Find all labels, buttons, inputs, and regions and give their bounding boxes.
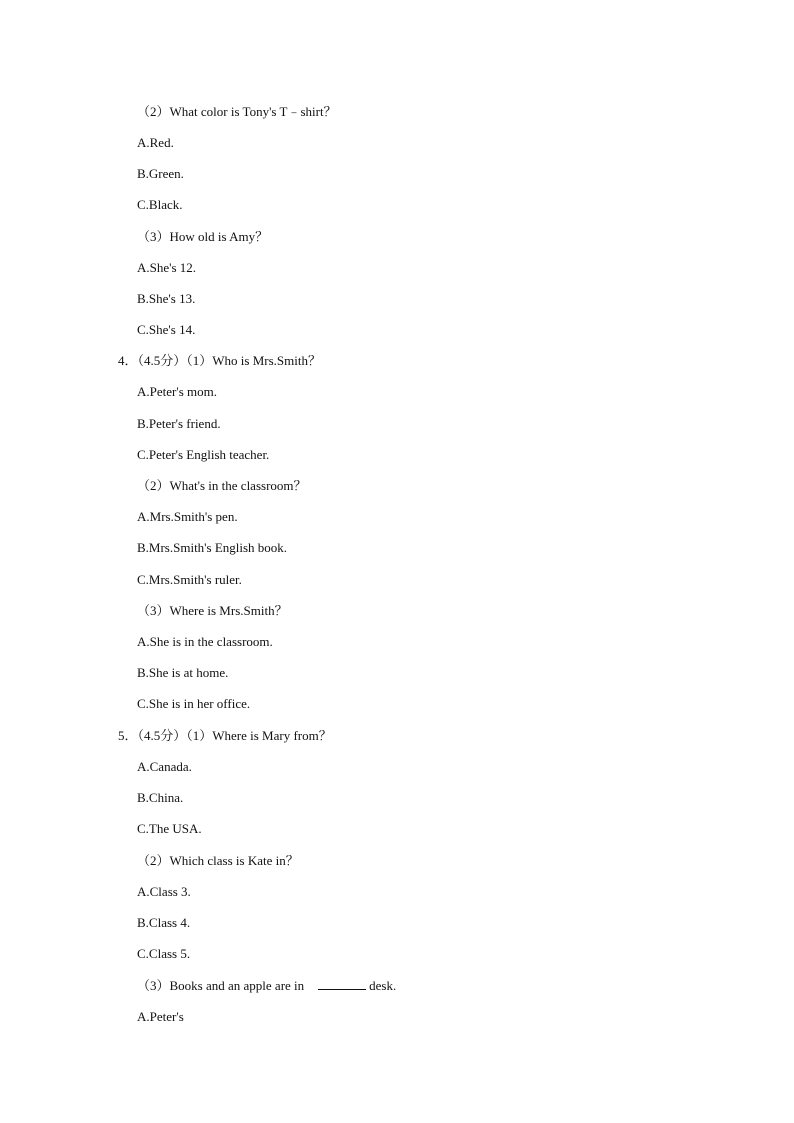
q4-sub2-option-b: B.Mrs.Smith's English book. (137, 540, 288, 555)
q3-sub3-option-a: A.She's 12. (137, 260, 197, 275)
q4-sub2-option-c: C.Mrs.Smith's ruler. (137, 572, 242, 587)
q4-sub1-option-c: C.Peter's English teacher. (137, 447, 270, 462)
q5-heading: 5．（4.5分）（1）Where is Mary from？ (118, 728, 332, 743)
answer-blank (318, 977, 366, 990)
q4-heading: 4．（4.5分）（1）Who is Mrs.Smith？ (118, 353, 321, 368)
q4-sub3-option-a: A.She is in the classroom. (137, 634, 273, 649)
q5-sub3-question (137, 977, 396, 994)
q4-sub1-option-b: B.Peter's friend. (137, 416, 221, 431)
q5-sub1-option-c: C.The USA. (137, 821, 202, 836)
q5-sub3-option-a: A.Peter's (137, 1009, 184, 1024)
q4-sub3-option-c: C.She is in her office. (137, 696, 251, 711)
q3-sub2-option-a: A.Red. (137, 135, 174, 150)
q4-sub3-option-b: B.She is at home. (137, 665, 229, 680)
q4-sub3-question: （3）Where is Mrs.Smith？ (137, 603, 288, 618)
q5-sub2-option-c: C.Class 5. (137, 946, 191, 961)
q4-sub2-question: （2）What's in the classroom？ (137, 478, 307, 493)
q5-sub2-question: （2）Which class is Kate in？ (137, 853, 299, 868)
q4-sub2-option-a: A.Mrs.Smith's pen. (137, 509, 238, 524)
q5-sub2-option-b: B.Class 4. (137, 915, 191, 930)
q3-sub2-question: （2）What color is Tony's T﹣shirt？ (137, 104, 337, 119)
q5-sub3-text-before: （3）Books and an apple are in (137, 978, 305, 993)
q5-sub1-option-b: B.China. (137, 790, 184, 805)
q4-sub1-option-a: A.Peter's mom. (137, 384, 217, 399)
q5-sub2-option-a: A.Class 3. (137, 884, 191, 899)
q3-sub3-question: （3）How old is Amy？ (137, 229, 269, 244)
q3-sub2-option-c: C.Black. (137, 197, 183, 212)
q5-sub1-option-a: A.Canada. (137, 759, 192, 774)
q3-sub3-option-c: C.She's 14. (137, 322, 196, 337)
q3-sub2-option-b: B.Green. (137, 166, 184, 181)
q3-sub3-option-b: B.She's 13. (137, 291, 196, 306)
q5-sub3-text-after: desk. (369, 978, 397, 993)
